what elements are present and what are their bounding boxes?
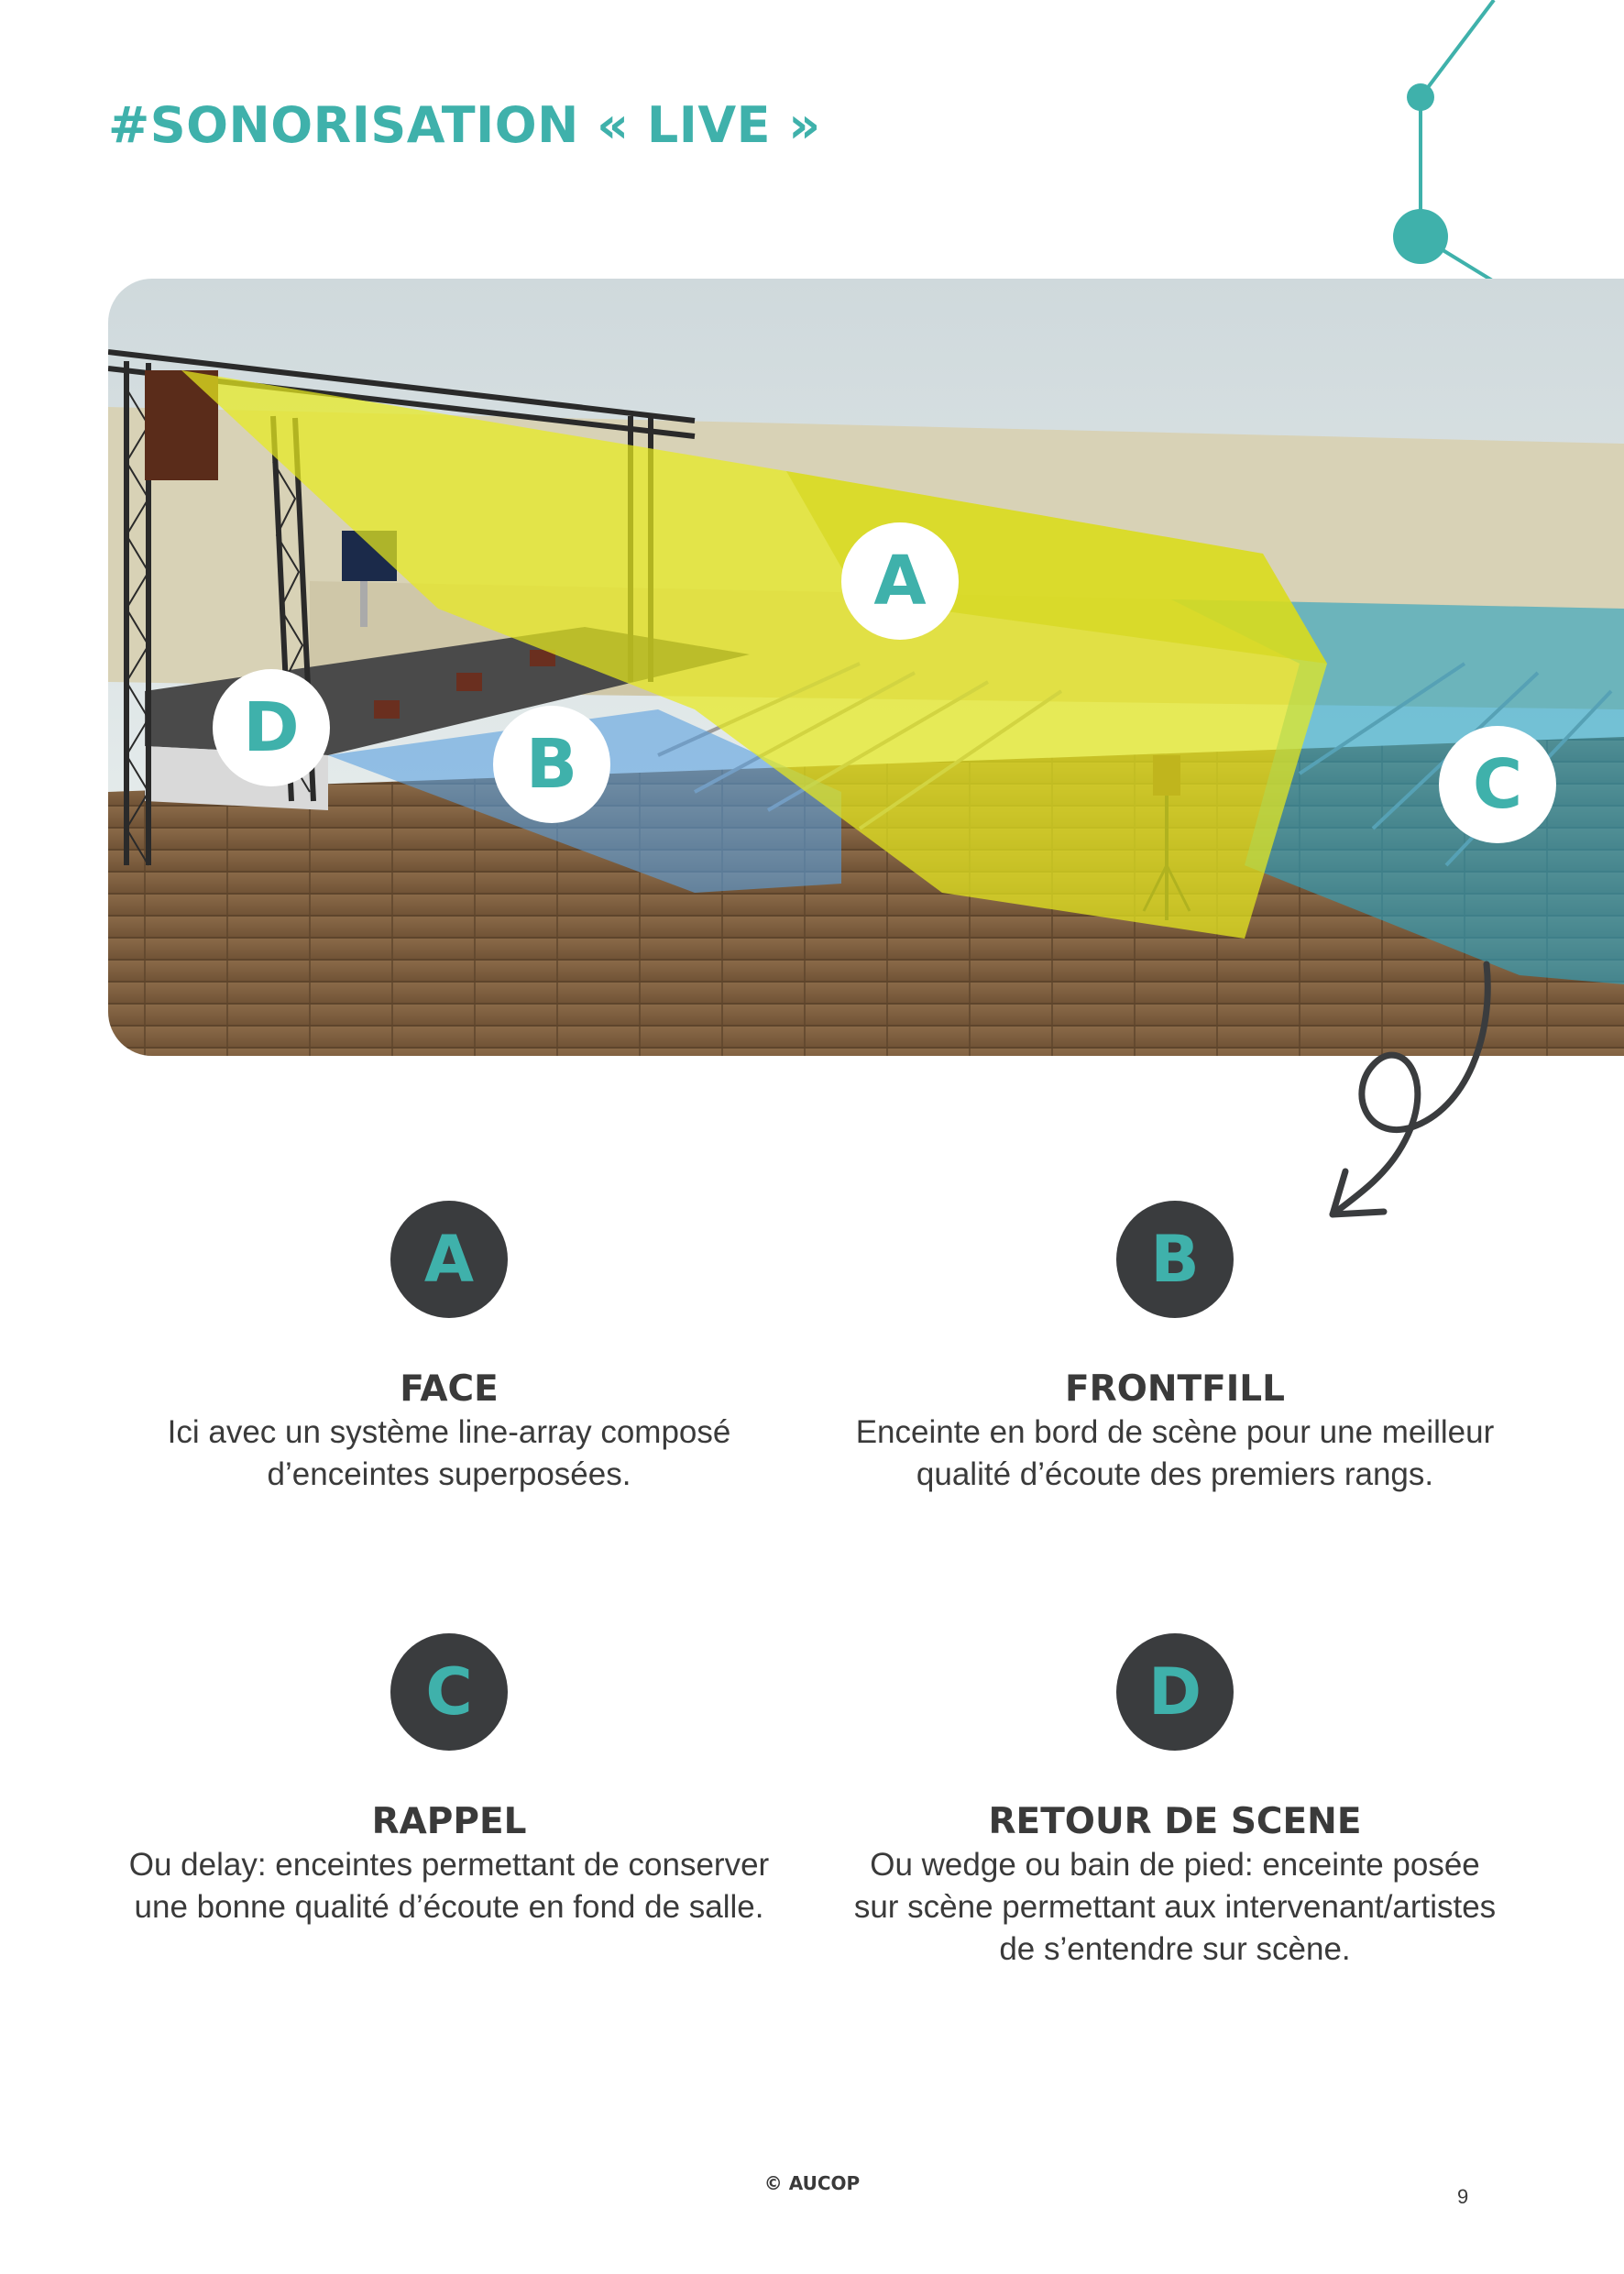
legend-item-c (101, 1633, 797, 1928)
zone-label-c: C (1439, 726, 1556, 843)
legend-text: Ou wedge ou bain de pied: enceinte posée sur scène permettant aux intervenant/artistes de s’entendre sur scène. (853, 1847, 1497, 1967)
badge-b: B (1116, 1201, 1234, 1318)
zone-label-a: A (841, 522, 959, 640)
legend-item-d (827, 1633, 1523, 1971)
legend-text: Ici avec un système line-array composé d’enceintes superposées. (167, 1414, 731, 1492)
zone-label-d: D (213, 669, 330, 786)
badge-a: A (390, 1201, 508, 1318)
copyright: © AUCOP (763, 2172, 861, 2194)
legend-heading: RAPPEL (371, 1801, 527, 1842)
venue-illustration (108, 279, 1624, 1056)
legend-text: Enceinte en bord de scène pour une meilleur qualité d’écoute des premiers rangs. (855, 1414, 1495, 1492)
curly-arrow-icon (1320, 953, 1521, 1228)
page-number: 9 (1457, 2185, 1469, 2208)
legend-heading: FACE (400, 1368, 499, 1410)
badge-c: C (390, 1633, 508, 1751)
legend-text: Ou delay: enceintes permettant de conserver une bonne qualité d’écoute en fond de salle. (128, 1847, 770, 1925)
zone-label-b: B (493, 706, 610, 823)
legend-item-b (827, 1201, 1523, 1496)
legend-heading: RETOUR DE SCENE (988, 1801, 1362, 1842)
legend-item-a (101, 1201, 797, 1496)
legend-heading: FRONTFILL (1065, 1368, 1285, 1410)
badge-d: D (1116, 1633, 1234, 1751)
page-title: #SONORISATION « LIVE » (108, 96, 821, 154)
